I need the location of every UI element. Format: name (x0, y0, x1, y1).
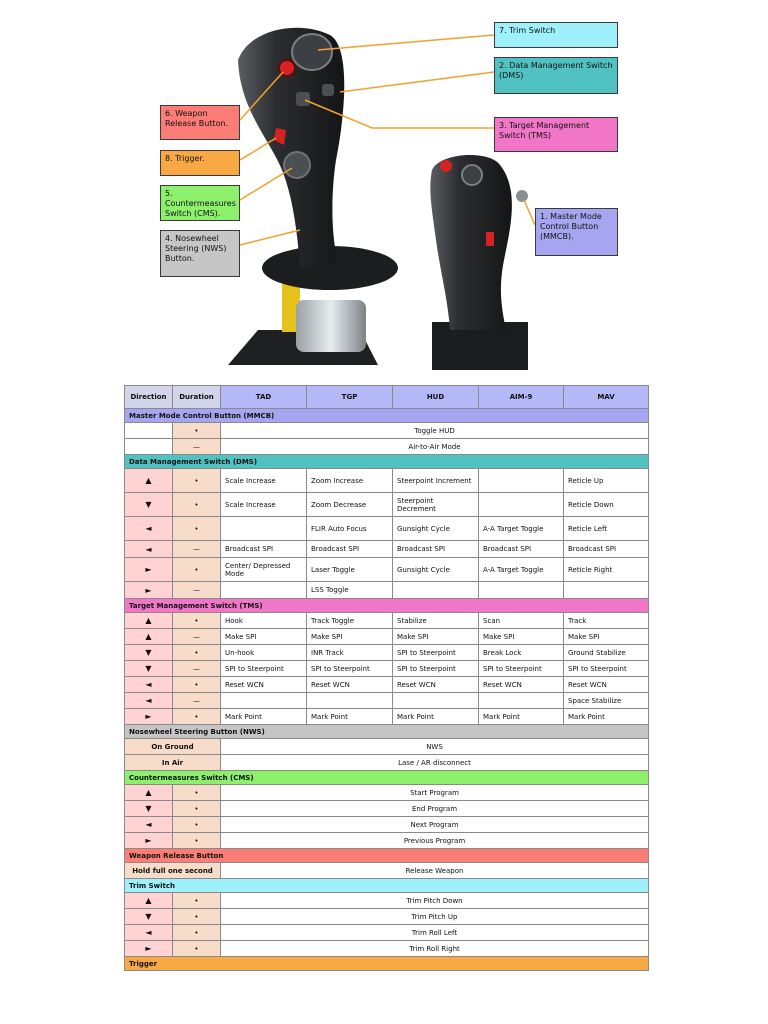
small-red-button (440, 160, 452, 172)
table-row: ▼ • End Program (125, 801, 649, 817)
table-row: ◄ — Broadcast SPI Broadcast SPI Broadcast SPI Broadcast SPI Broadcast SPI (125, 541, 649, 558)
small-joystick (430, 155, 528, 370)
table-row: ▲ • Hook Track Toggle Stabilize Scan Track (125, 613, 649, 629)
section-row-tms: Target Management Switch (TMS) (125, 599, 649, 613)
header-duration: Duration (173, 386, 221, 409)
joystick-illustration (0, 0, 768, 375)
section-row-mmcb: Master Mode Control Button (MMCB) (125, 409, 649, 423)
table-row: ▲ — Make SPI Make SPI Make SPI Make SPI Make SPI (125, 629, 649, 645)
table-row: ► • Mark Point Mark Point Mark Point Mark Point Mark Point (125, 709, 649, 725)
table-row: ◄ • FLIR Auto Focus Gunsight Cycle A-A Target Toggle Reticle Left (125, 517, 649, 541)
section-row-weapon-release: Weapon Release Button (125, 849, 649, 863)
table-row: ► • Previous Program (125, 833, 649, 849)
metal-collar (296, 300, 366, 352)
table-row: ▼ • Un-hook INR Track SPI to Steerpoint Break Lock Ground Stabilize (125, 645, 649, 661)
table-row: In Air Lase / AR disconnect (125, 755, 649, 771)
hotas-figure (0, 0, 768, 375)
header-tad: TAD (221, 386, 307, 409)
trim-hat (292, 34, 332, 70)
tms-hat (296, 92, 310, 106)
callout-trigger: 8. Trigger. (160, 150, 240, 176)
callout-trim-switch: 7. Trim Switch (494, 22, 618, 48)
cms-hat (284, 152, 310, 178)
callout-tms: 3. Target Management Switch (TMS) (494, 117, 618, 152)
table-header-row (125, 386, 649, 409)
table-row: ◄ • Reset WCN Reset WCN Reset WCN Reset WCN Reset WCN (125, 677, 649, 693)
section-row-cms: Countermeasures Switch (CMS) (125, 771, 649, 785)
table-row: ▼ • Scale Increase Zoom Decrease Steerpoint Decrement Reticle Down (125, 493, 649, 517)
table-row: Hold full one second Release Weapon (125, 863, 649, 879)
section-row-trim: Trim Switch (125, 879, 649, 893)
table-row: ▼ • Trim Pitch Up (125, 909, 649, 925)
header-mav: MAV (564, 386, 649, 409)
section-row-dms: Data Management Switch (DMS) (125, 455, 649, 469)
table-row: • Toggle HUD (125, 423, 649, 439)
table-row: ▼ — SPI to Steerpoint SPI to Steerpoint SPI to Steerpoint SPI to Steerpoint SPI to Steerpoint (125, 661, 649, 677)
callout-nws: 4. Nosewheel Steering (NWS) Button. (160, 230, 240, 277)
hotas-function-table (124, 385, 649, 971)
dms-hat (322, 84, 334, 96)
table-row: ▲ • Start Program (125, 785, 649, 801)
table-row: ◄ • Trim Roll Left (125, 925, 649, 941)
callout-dms: 2. Data Management Switch (DMS) (494, 57, 618, 94)
callout-mmcb: 1. Master Mode Control Button (MMCB). (535, 208, 618, 256)
header-direction: Direction (125, 386, 173, 409)
table-row: ▲ • Trim Pitch Down (125, 893, 649, 909)
table-row: On Ground NWS (125, 739, 649, 755)
table-row: ◄ • Next Program (125, 817, 649, 833)
section-row-trigger: Trigger (125, 957, 649, 971)
header-tgp: TGP (307, 386, 393, 409)
section-row-nws: Nosewheel Steering Button (NWS) (125, 725, 649, 739)
callout-weapon-release: 6. Weapon Release Button. (160, 105, 240, 140)
table-row: ◄ — Space Stabilize (125, 693, 649, 709)
table-row: ► • Center/ Depressed Mode Laser Toggle Gunsight Cycle A-A Target Toggle Reticle Right (125, 558, 649, 582)
main-joystick (228, 28, 398, 365)
callout-cms: 5. Countermeasures Switch (CMS). (160, 185, 240, 221)
table-row: ▲ • Scale Increase Zoom Increase Steerpoint Increment Reticle Up (125, 469, 649, 493)
table-row: ► — LSS Toggle (125, 582, 649, 599)
mmcb-button (516, 190, 528, 202)
table-row: ► • Trim Roll Right (125, 941, 649, 957)
table-row: — Air-to-Air Mode (125, 439, 649, 455)
header-hud: HUD (393, 386, 479, 409)
header-aim9: AIM-9 (479, 386, 564, 409)
